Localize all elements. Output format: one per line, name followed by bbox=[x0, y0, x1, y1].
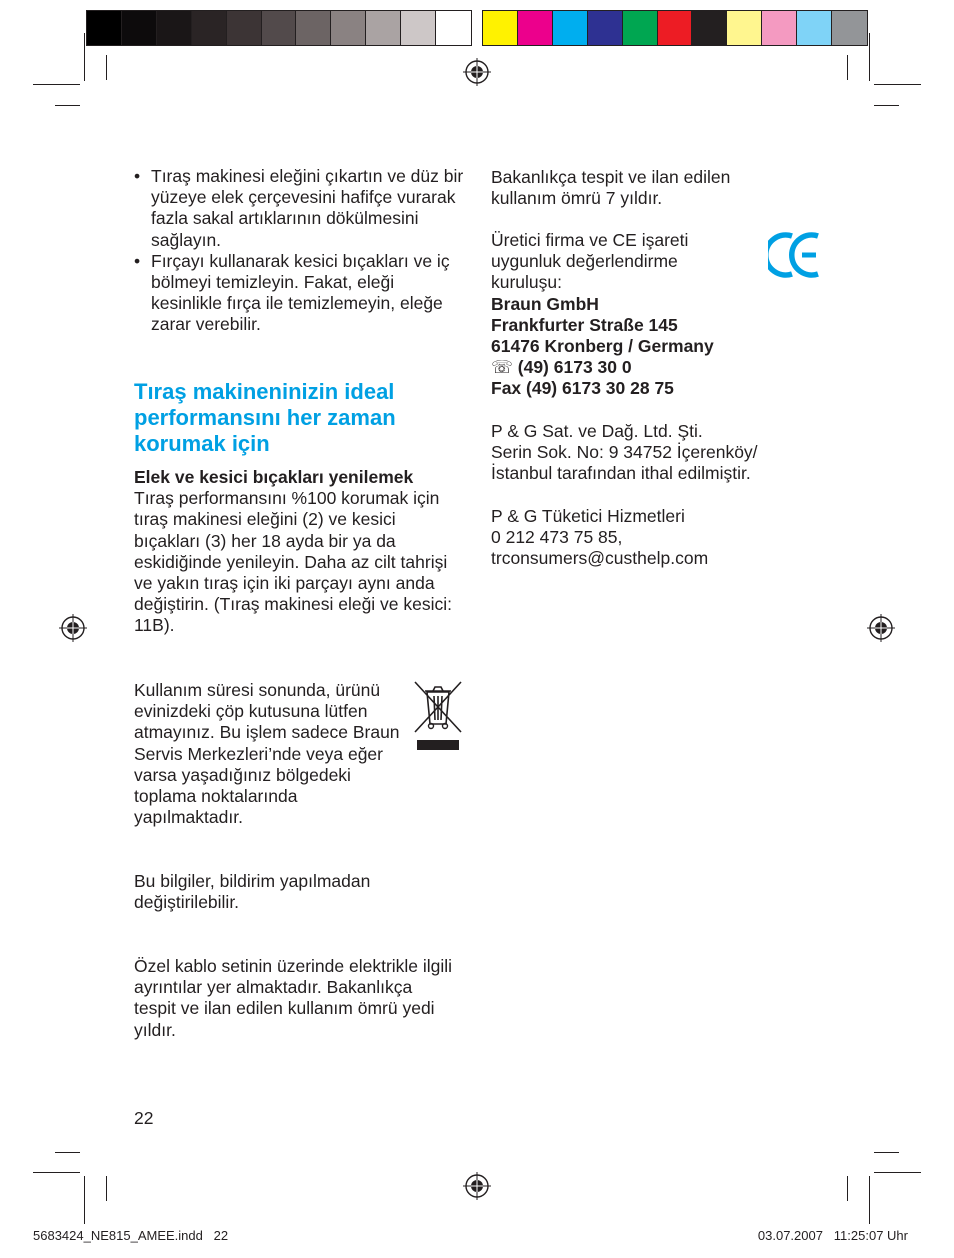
importer-block bbox=[491, 421, 791, 485]
telephone-icon: ☏ bbox=[491, 357, 513, 378]
registration-mark-left-icon bbox=[58, 613, 88, 643]
registration-mark-top-icon bbox=[462, 57, 492, 87]
lifetime-text: Bakanlıkça tespit ve ilan edilen kullanım ömrü 7 yıldır. bbox=[491, 167, 731, 209]
company-city: 61476 Kronberg / Germany bbox=[491, 336, 714, 357]
consumer-service-block bbox=[491, 506, 791, 570]
section-heading: Tıraş makineninizin ideal performansını her zaman korumak için bbox=[134, 379, 396, 456]
color-swatch bbox=[192, 11, 227, 45]
registration-mark-right-icon bbox=[866, 613, 896, 643]
company-fax: Fax (49) 6173 30 28 75 bbox=[491, 378, 674, 399]
color-swatch bbox=[401, 11, 436, 45]
color-swatch bbox=[553, 11, 588, 45]
list-item: • Tıraş makinesi eleğini çıkartın ve düz bir yüzeye elek çerçevesini hafifçe vurarak fazla sakal artıklarının dökülmesini sağlayın. bbox=[134, 166, 464, 251]
color-swatch bbox=[797, 11, 832, 45]
footer-filename: 5683424_NE815_AMEE.indd 22 bbox=[33, 1228, 229, 1243]
disposal-text: Kullanım süresi sonunda, ürünü evinizdeki çöp kutusuna lütfen atmayınız. Bu işlem sadece Braun Servis Merkezleri’nde veya eğer varsa yaşadığınız bölgedeki toplama noktalarında yapılmaktadır. bbox=[134, 680, 400, 828]
consumer-line: P & G Tüketici Hizmetleri bbox=[491, 506, 685, 526]
color-swatch bbox=[157, 11, 192, 45]
color-swatch bbox=[483, 11, 518, 45]
consumer-email: trconsumers@custhelp.com bbox=[491, 548, 709, 569]
crossed-out-wheelie-bin-icon bbox=[413, 680, 463, 752]
cable-text: Özel kablo setinin üzerinde elektrikle ilgili ayrıntılar yer almaktadır. Bakanlıkça tespit ve ilan edilen kullanım ömrü yedi yıldır. bbox=[134, 956, 453, 1040]
color-swatch bbox=[227, 11, 262, 45]
company-phone: ☏ (49) 6173 30 0 bbox=[491, 357, 632, 378]
color-swatch bbox=[832, 11, 867, 45]
process-color-bar bbox=[482, 10, 868, 46]
color-swatch bbox=[122, 11, 157, 45]
consumer-phone: 0 212 473 75 85, bbox=[491, 527, 623, 548]
subheading: Elek ve kesici bıçakları yenilemek bbox=[134, 467, 414, 487]
color-swatch bbox=[588, 11, 623, 45]
footer-timestamp: 03.07.2007 11:25:07 Uhr bbox=[757, 1228, 908, 1243]
manufacturer-intro: Üretici firma ve CE işareti uygunluk değerlendirme kuruluşu: bbox=[491, 230, 689, 293]
notice-text: Bu bilgiler, bildirim yapılmadan değiştirilebilir. bbox=[134, 871, 371, 913]
company-name: Braun GmbH bbox=[491, 293, 599, 314]
company-street: Frankfurter Straße 145 bbox=[491, 314, 678, 335]
color-swatch bbox=[262, 11, 297, 45]
replacement-section bbox=[134, 467, 454, 637]
color-swatch bbox=[296, 11, 331, 45]
color-swatch bbox=[331, 11, 366, 45]
color-swatch bbox=[436, 11, 471, 45]
ce-mark-icon bbox=[768, 230, 822, 280]
importer-line: Serin Sok. No: 9 34752 İçerenköy/ bbox=[491, 442, 758, 463]
cleaning-instructions-list bbox=[134, 166, 464, 336]
registration-mark-bottom-icon bbox=[462, 1171, 492, 1201]
color-swatch bbox=[762, 11, 797, 45]
replacement-text: Tıraş performansını %100 korumak için tıraş makinesi eleğini (2) ve kesici bıçakları (3) her 18 ayda bir ya da eskidiğinde yenileyin. Daha az cilt tahrişi ve yakın tıraş için iki parçayı aynı anda değiştirin. (Tıraş makinesi eleği ve kesici: 11B). bbox=[134, 488, 453, 636]
color-swatch bbox=[623, 11, 658, 45]
importer-line: İstanbul tarafından ithal edilmiştir. bbox=[491, 463, 751, 484]
list-item: • Fırçayı kullanarak kesici bıçakları ve iç bölmeyi temizleyin. Fakat, eleği kesinlikle fırça ile temizlemeyin, eleğe zarar verebilir. bbox=[134, 251, 464, 336]
grayscale-color-bar bbox=[86, 10, 472, 46]
color-swatch bbox=[658, 11, 693, 45]
color-swatch bbox=[692, 11, 727, 45]
color-swatch bbox=[727, 11, 762, 45]
manufacturer-block bbox=[491, 230, 791, 400]
color-swatch bbox=[518, 11, 553, 45]
color-swatch bbox=[366, 11, 401, 45]
importer-line: P & G Sat. ve Dağ. Ltd. Şti. bbox=[491, 421, 703, 441]
page-number: 22 bbox=[134, 1108, 154, 1128]
color-swatch bbox=[87, 11, 122, 45]
